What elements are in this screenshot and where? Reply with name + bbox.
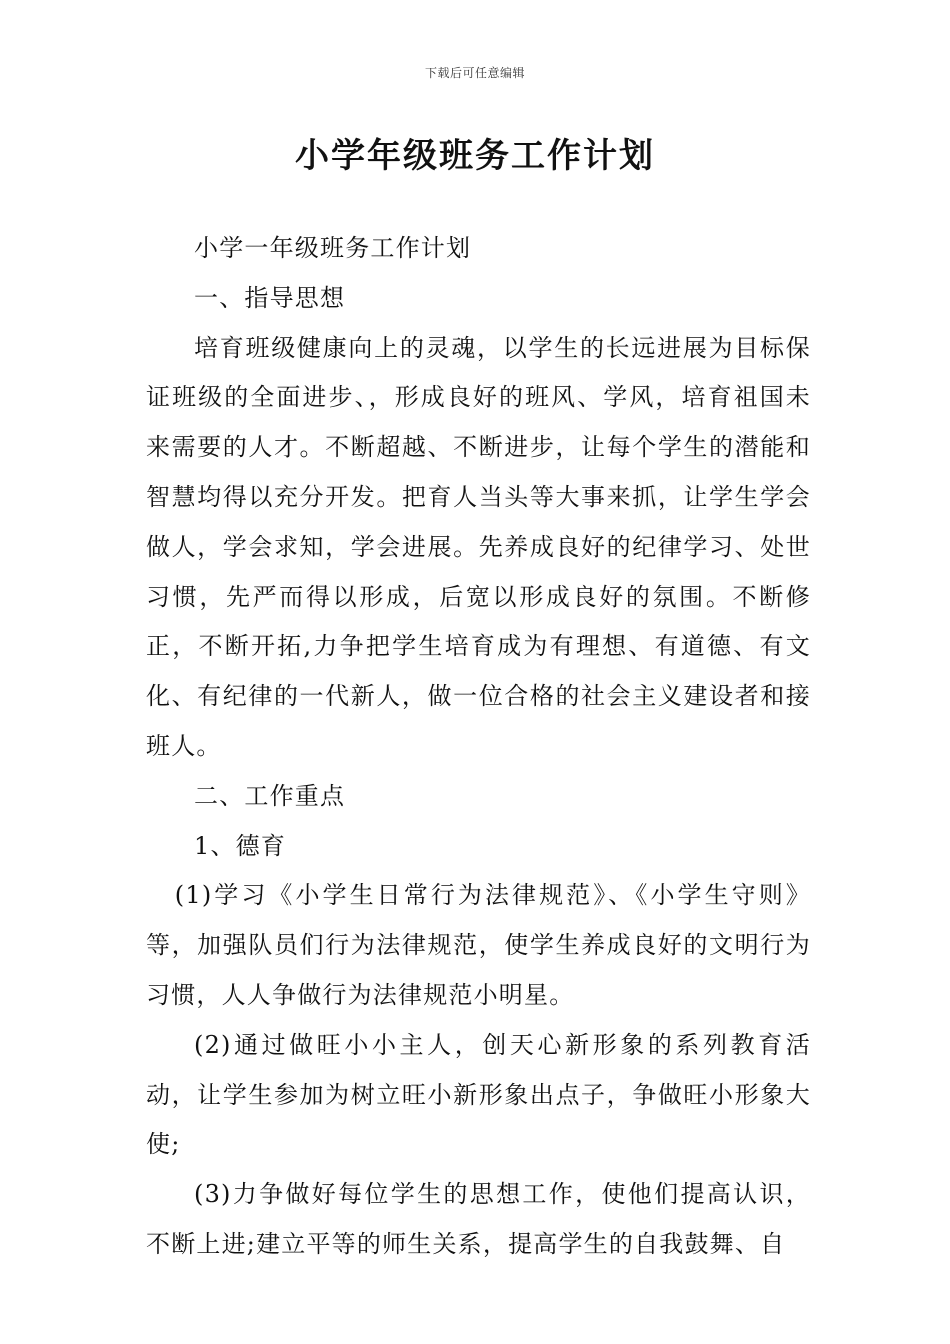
subsection-heading-moral-education: 1、德育 [194, 831, 287, 860]
list-item-2: (2)通过做旺小小主人，创天心新形象的系列教育活动，让学生参加为树立旺小新形象出点子，争做旺小形象大使; [146, 1030, 811, 1159]
header-note: 下载后可任意编辑 [424, 66, 525, 80]
section-heading-guiding-thought: 一、指导思想 [194, 283, 346, 312]
plan-subtitle: 小学一年级班务工作计划 [194, 234, 472, 262]
section-heading-work-focus: 二、工作重点 [194, 781, 346, 810]
document-body [146, 224, 811, 1270]
list-item-3: (3)力争做好每位学生的思想工作，使他们提高认识，不断上进;建立平等的师生关系，提高学生的自我鼓舞、自 [146, 1180, 811, 1258]
paragraph-guiding-thought: 培育班级健康向上的灵魂，以学生的长远进展为目标保证班级的全面进步、，形成良好的班风、学风，培育祖国未来需要的人才。不断超越、不断进步，让每个学生的潜能和智慧均得以充分开发。把育人当头等大事来抓，让学生学会做人，学会求知，学会进展。先养成良好的纪律学习、处世习惯，先严而得以形成，后宽以形成良好的氛围。不断修正，不断开拓,力争把学生培育成为有理想、有道德、有文化、有纪律的一代新人，做一位合格的社会主义建设者和接班人。 [146, 333, 811, 760]
document-title: 小学年级班务工作计划 [295, 136, 655, 176]
list-item-1: (1)学习《小学生日常行为法律规范》、《小学生守则》等，加强队员们行为法律规范，使学生养成良好的文明行为习惯，人人争做行为法律规范小明星。 [146, 881, 811, 1009]
